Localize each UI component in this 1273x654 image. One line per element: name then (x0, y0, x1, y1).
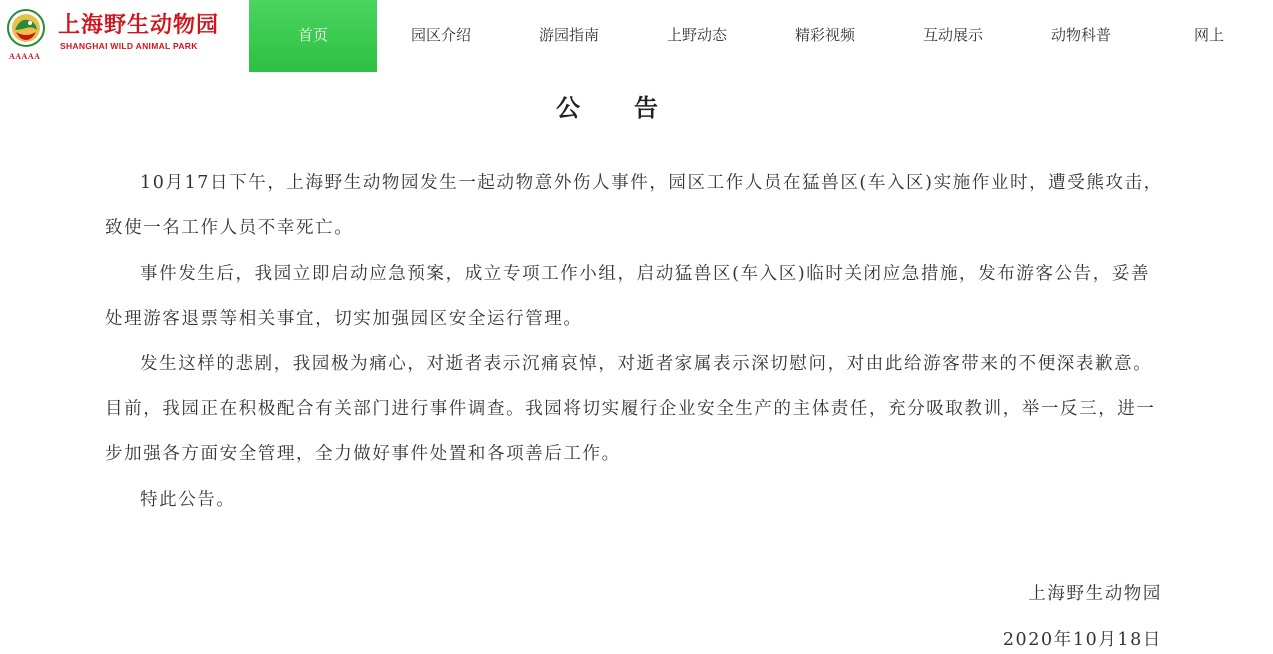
logo-name-cn: 上海野生动物园 (58, 13, 220, 38)
notice-signature: 上海野生动物园 (1028, 584, 1162, 604)
notice-title: 公告 (556, 94, 712, 122)
nav-item-park-intro[interactable]: 园区介绍 (410, 26, 471, 44)
nav-item-interactive[interactable]: 互动展示 (922, 26, 983, 44)
main-nav (249, 0, 1224, 72)
notice-paragraph: 10月17日下午，上海野生动物园发生一起动物意外伤人事件，园区工作人员在猛兽区(车入区)实施作业时，遭受熊攻击，致使一名工作人员不幸死亡。 (105, 173, 1163, 238)
logo-name-en: SHANGHAI WILD ANIMAL PARK (60, 41, 198, 51)
notice-date: 2020年10月18日 (1002, 630, 1162, 650)
notice-closing: 特此公告。 (140, 490, 236, 510)
site-logo[interactable] (0, 0, 240, 72)
site-header (0, 0, 1224, 72)
nav-item-animal-science[interactable]: 动物科普 (1050, 26, 1111, 44)
nav-item-news[interactable]: 上野动态 (666, 26, 727, 44)
park-emblem-icon (6, 8, 46, 56)
logo-rating: AAAAA (9, 52, 41, 61)
notice-paragraph: 发生这样的悲剧，我园极为痛心，对逝者表示沉痛哀悼，对逝者家属表示深切慰问，对由此给游客带来的不便深表歉意。目前，我园正在积极配合有关部门进行事件调查。我园将切实履行企业安全生产的主体责任，充分吸取教训，举一反三，进一步加强各方面安全管理，全力做好事件处置和各项善后工作。 (105, 354, 1156, 464)
nav-item-visit-guide[interactable]: 游园指南 (538, 26, 599, 44)
nav-item-home[interactable]: 首页 (249, 0, 377, 72)
nav-item-online[interactable]: 网上 (1193, 26, 1224, 44)
notice-article (0, 72, 1200, 654)
nav-item-videos[interactable]: 精彩视频 (794, 26, 855, 44)
notice-paragraph: 事件发生后，我园立即启动应急预案，成立专项工作小组，启动猛兽区(车入区)临时关闭应急措施，发布游客公告，妥善处理游客退票等相关事宜，切实加强园区安全运行管理。 (105, 264, 1151, 329)
